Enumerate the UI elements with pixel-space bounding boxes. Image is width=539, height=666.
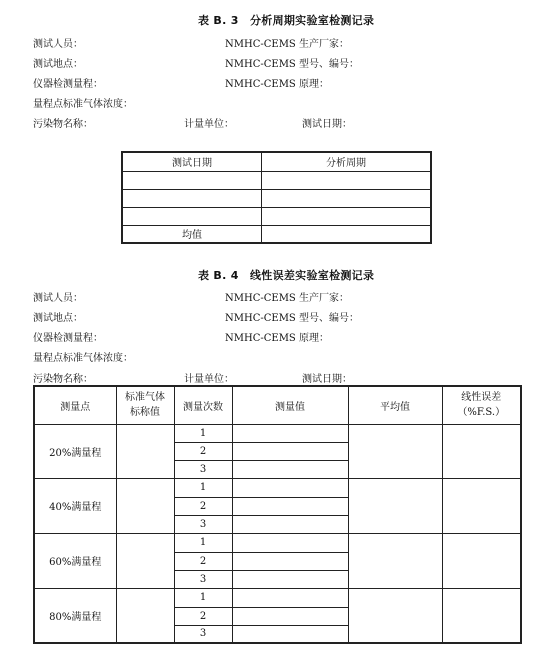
average-label: 均值 [122, 225, 262, 243]
measure-point-label: 60%满量程 [34, 533, 116, 588]
measured-value-cell [232, 515, 348, 533]
std-value-cell [116, 588, 174, 643]
date-field-label: 测试日期： [302, 119, 352, 130]
table-row [34, 424, 521, 442]
manufacturer-field-label: NMHC-CEMS 生产厂家： [225, 293, 349, 304]
table-cell [262, 171, 432, 189]
linearity-error-cell [442, 533, 521, 588]
average-cell [348, 533, 442, 588]
tester-field-label: 测试人员： [33, 293, 83, 304]
header-linearity-line2: （%F.S.） [457, 407, 506, 419]
run-number: 2 [174, 442, 232, 460]
model-field-label: NMHC-CEMS 型号、编号： [225, 59, 359, 70]
header-measure-times: 测量次数 [174, 386, 232, 424]
principle-field-label: NMHC-CEMS 原理： [225, 333, 329, 344]
range-field-label: 仪器检测量程： [33, 79, 103, 90]
header-test-date: 测试日期 [122, 152, 262, 171]
linearity-error-cell [442, 478, 521, 533]
pollutant-field-label: 污染物名称： [33, 374, 93, 385]
measured-value-cell [232, 424, 348, 442]
std-value-cell [116, 478, 174, 533]
measured-value-cell [232, 460, 348, 478]
table-cell [262, 225, 432, 243]
location-field-label: 测试地点： [33, 59, 83, 70]
run-number: 3 [174, 515, 232, 533]
header-std-gas-line1: 标准气体 [125, 392, 165, 404]
average-cell [348, 424, 442, 478]
run-number: 2 [174, 607, 232, 625]
run-number: 1 [174, 533, 232, 552]
measured-value-cell [232, 588, 348, 607]
run-number: 3 [174, 460, 232, 478]
table-b3-title: 表 B. 3 分析周期实验室检测记录 [198, 14, 375, 27]
measure-point-label: 40%满量程 [34, 478, 116, 533]
run-number: 1 [174, 588, 232, 607]
date-field-label: 测试日期： [302, 374, 352, 385]
measured-value-cell [232, 533, 348, 552]
std-value-cell [116, 533, 174, 588]
table-row [122, 171, 431, 189]
run-number: 3 [174, 570, 232, 588]
table-cell [122, 189, 262, 207]
principle-field-label: NMHC-CEMS 原理： [225, 79, 329, 90]
table-cell [122, 171, 262, 189]
header-linearity-line1: 线性误差 [461, 392, 502, 404]
measure-point-label: 20%满量程 [34, 424, 116, 478]
std-conc-field-label: 量程点标准气体浓度： [33, 99, 133, 110]
average-cell [348, 478, 442, 533]
std-value-cell [116, 424, 174, 478]
measured-value-cell [232, 442, 348, 460]
table-row [34, 588, 521, 607]
header-linearity-error [442, 386, 521, 424]
run-number: 1 [174, 478, 232, 497]
table-b4 [33, 385, 522, 644]
header-std-gas-value [116, 386, 174, 424]
table-b4-title: 表 B. 4 线性误差实验室检测记录 [198, 269, 375, 282]
table-b3-average-row [122, 225, 431, 243]
header-measured-value: 测量值 [232, 386, 348, 424]
unit-field-label: 计量单位： [184, 374, 234, 385]
model-field-label: NMHC-CEMS 型号、编号： [225, 313, 359, 324]
manufacturer-field-label: NMHC-CEMS 生产厂家： [225, 39, 349, 50]
measured-value-cell [232, 607, 348, 625]
table-cell [262, 189, 432, 207]
std-conc-field-label: 量程点标准气体浓度： [33, 353, 133, 364]
unit-field-label: 计量单位： [184, 119, 234, 130]
run-number: 3 [174, 625, 232, 643]
table-b3 [121, 151, 432, 244]
measured-value-cell [232, 497, 348, 515]
header-analysis-period: 分析周期 [262, 152, 432, 171]
average-cell [348, 588, 442, 643]
header-std-gas-line2: 标称值 [130, 407, 160, 419]
run-number: 2 [174, 497, 232, 515]
table-row [122, 189, 431, 207]
table-row [34, 478, 521, 497]
location-field-label: 测试地点： [33, 313, 83, 324]
pollutant-field-label: 污染物名称： [33, 119, 93, 130]
run-number: 1 [174, 424, 232, 442]
table-b3-header-row [122, 152, 431, 171]
measured-value-cell [232, 625, 348, 643]
table-cell [262, 207, 432, 225]
range-field-label: 仪器检测量程： [33, 333, 103, 344]
measured-value-cell [232, 552, 348, 570]
header-average: 平均值 [348, 386, 442, 424]
table-cell [122, 207, 262, 225]
table-row [122, 207, 431, 225]
measured-value-cell [232, 478, 348, 497]
linearity-error-cell [442, 588, 521, 643]
measured-value-cell [232, 570, 348, 588]
run-number: 2 [174, 552, 232, 570]
table-b4-header-row [34, 386, 521, 424]
measure-point-label: 80%满量程 [34, 588, 116, 643]
linearity-error-cell [442, 424, 521, 478]
tester-field-label: 测试人员： [33, 39, 83, 50]
table-row [34, 533, 521, 552]
header-measure-point: 测量点 [34, 386, 116, 424]
